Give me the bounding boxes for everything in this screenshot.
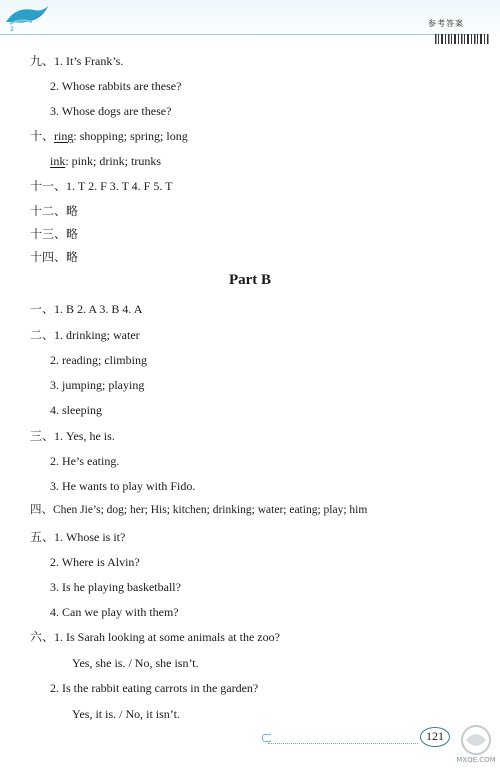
header-label: 参考答案 bbox=[428, 19, 464, 28]
barcode-decoration-icon bbox=[435, 34, 490, 44]
watermark-logo bbox=[452, 722, 500, 766]
keyword-words: : shopping; spring; long bbox=[73, 129, 188, 143]
answer-b2-4: 4. sleeping bbox=[50, 403, 102, 417]
section-number: 十、 bbox=[30, 129, 55, 143]
header-rule bbox=[0, 34, 485, 35]
bird-logo-icon bbox=[4, 2, 50, 32]
answer-11: 十一、1. T 2. F 3. T 4. F 5. T bbox=[30, 179, 173, 193]
header-band bbox=[0, 0, 500, 42]
answer-b2-3: 3. jumping; playing bbox=[50, 378, 145, 392]
answer-10-ink bbox=[50, 154, 161, 168]
answer-9-2: 2. Whose rabbits are these? bbox=[50, 79, 182, 93]
answer-b6-2-reply: Yes, it is. / No, it isn’t. bbox=[72, 707, 180, 721]
answer-b6-1: 六、1. Is Sarah looking at some animals at the zoo? bbox=[30, 630, 280, 644]
answer-b5-2: 2. Where is Alvin? bbox=[50, 555, 140, 569]
page-number: 121 bbox=[420, 727, 450, 747]
answer-b6-2: 2. Is the rabbit eating carrots in the garden? bbox=[50, 681, 259, 695]
answer-b5-1: 五、1. Whose is it? bbox=[30, 530, 126, 544]
answer-12: 十二、略 bbox=[30, 204, 79, 218]
answer-14: 十四、略 bbox=[30, 250, 79, 264]
answer-13: 十三、略 bbox=[30, 227, 79, 241]
answer-b5-4: 4. Can we play with them? bbox=[50, 605, 179, 619]
answer-10-ring bbox=[30, 129, 188, 143]
keyword-ring: ring bbox=[54, 129, 74, 143]
answer-b4: 四、Chen Jie’s; dog; her; His; kitchen; drinking; water; eating; play; him bbox=[30, 504, 368, 516]
keyword-words: : pink; drink; trunks bbox=[65, 154, 162, 168]
answer-b3-2: 2. He’s eating. bbox=[50, 454, 120, 468]
keyword-ink: ink bbox=[50, 154, 66, 168]
part-title: Part B bbox=[228, 272, 272, 288]
answer-9-1: 九、1. It’s Frank’s. bbox=[30, 54, 124, 68]
answer-b3-3: 3. He wants to play with Fido. bbox=[50, 479, 196, 493]
answer-b5-3: 3. Is he playing basketball? bbox=[50, 580, 181, 594]
footer-dotted-rule bbox=[268, 737, 418, 744]
watermark-text: MXQE.COM bbox=[456, 756, 496, 764]
answer-b2-1: 二、1. drinking; water bbox=[30, 328, 140, 342]
answer-b6-1-reply: Yes, she is. / No, she isn’t. bbox=[72, 656, 199, 670]
answer-b2-2: 2. reading; climbing bbox=[50, 353, 147, 367]
answer-9-3: 3. Whose dogs are these? bbox=[50, 104, 172, 118]
svg-text:2: 2 bbox=[10, 26, 14, 32]
answer-b1: 一、1. B 2. A 3. B 4. A bbox=[30, 302, 143, 316]
answer-b3-1: 三、1. Yes, he is. bbox=[30, 429, 115, 443]
